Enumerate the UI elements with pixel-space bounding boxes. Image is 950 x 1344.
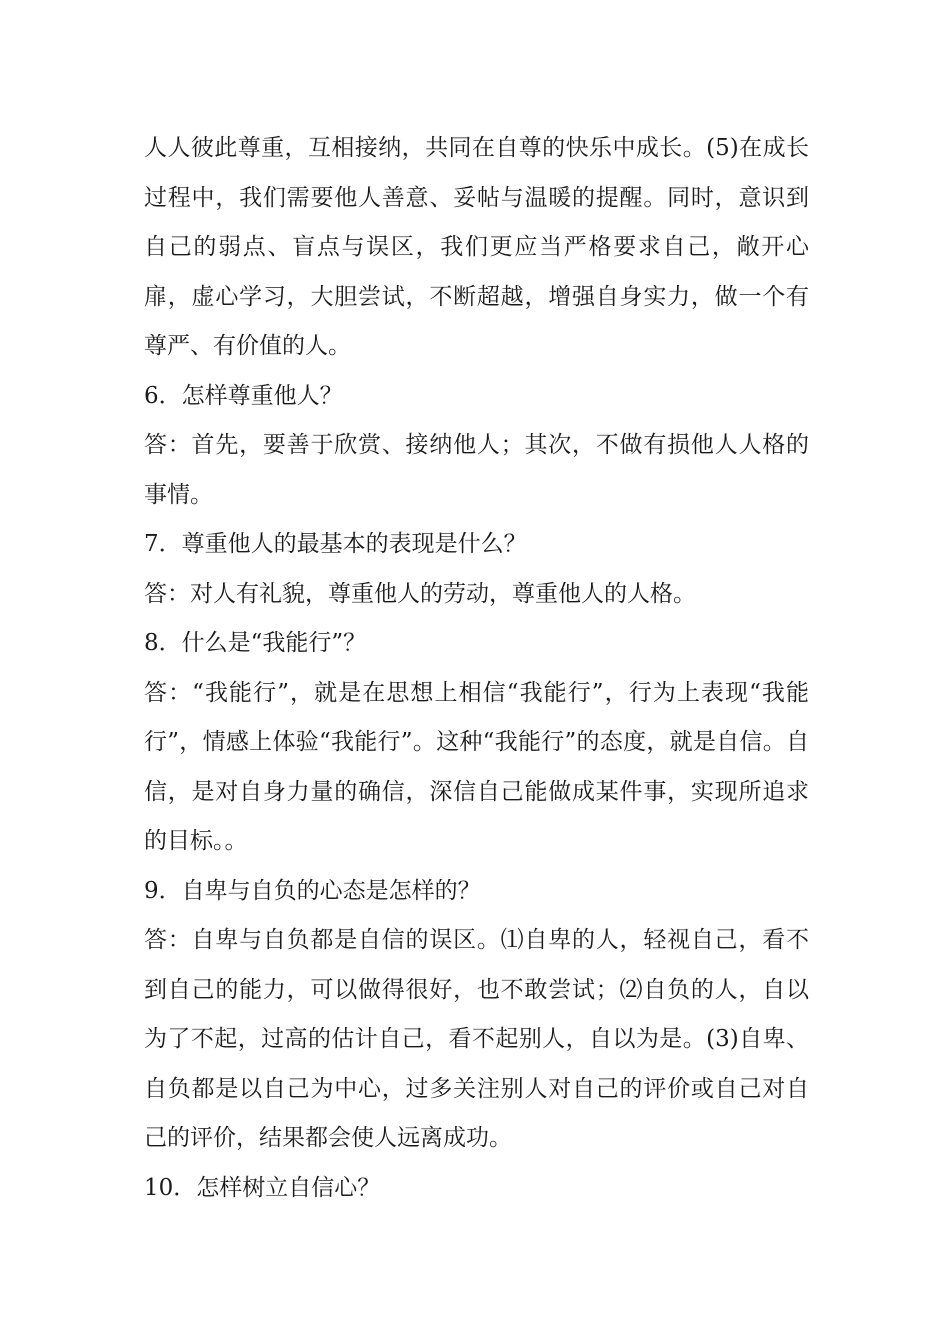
question-7: 7．尊重他人的最基本的表现是什么？ [144,531,527,557]
question-6: 6．怎样尊重他人？ [144,382,343,409]
question-10: 10．怎样树立自信心？ [144,1174,381,1201]
question-8: 8．什么是“我能行”？ [144,630,367,656]
answer-7: 答：对人有礼貌，尊重他人的劳动，尊重他人的人格。 [144,580,696,607]
answer-8: 答：“我能行”，就是在思想上相信“我能行”，行为上表现“我能行”，情感上体验“我能行”。这种“我能行”的态度，就是自信。自信，是对自身力量的确信，深信自己能做成某件事，实现所追求的目标。。 [144,679,809,854]
answer-9: 答：自卑与自负都是自信的误区。⑴自卑的人，轻视自己，看不到自己的能力，可以做得很好，也不敢尝试；⑵自负的人，自以为了不起，过高的估计自己，看不起别人，自以为是。(3)自卑、自负都是以自己为中心，过多关注别人对自己的评价或自己对自己的评价，结果都会使人远离成功。 [144,927,809,1151]
paragraph-self-respect-growth: 人人彼此尊重，互相接纳，共同在自尊的快乐中成长。(5)在成长过程中，我们需要他人善意、妥帖与温暖的提醒。同时，意识到自己的弱点、盲点与误区，我们更应当严格要求自己，敞开心扉，虚心学习，大胆尝试，不断超越，增强自身实力，做一个有尊严、有价值的人。 [144,135,809,359]
answer-6: 答：首先，要善于欣赏、接纳他人；其次，不做有损他人人格的事情。 [144,432,809,508]
question-9: 9．自卑与自负的心态是怎样的？ [144,877,481,904]
document-body [144,124,809,1213]
